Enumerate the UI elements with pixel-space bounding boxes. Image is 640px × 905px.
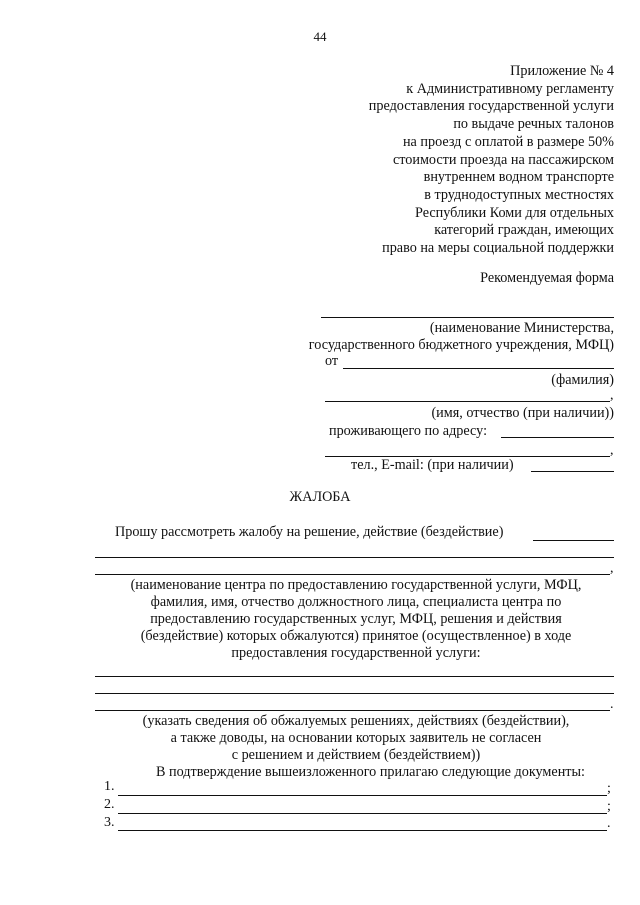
details-field[interactable] xyxy=(95,693,614,694)
ministry-hint-cont: государственного бюджетного учреждения, МФЦ) xyxy=(308,337,614,353)
subject-hint: фамилия, имя, отчество должностного лица, специалиста центра по xyxy=(150,594,562,610)
details-hint: (указать сведения об обжалуемых решениях, действиях (бездействии), xyxy=(142,713,570,729)
request-field-cont[interactable] xyxy=(95,574,610,575)
details-field[interactable] xyxy=(95,710,610,711)
document-title: ЖАЛОБА xyxy=(289,489,351,505)
from-label: от xyxy=(325,353,339,369)
address-field[interactable] xyxy=(501,437,614,438)
details-hint: с решением и действием (бездействием)) xyxy=(231,747,481,763)
appendix-line: по выдаче речных талонов xyxy=(453,116,614,133)
name-hint: (имя, отчество (при наличии)) xyxy=(431,405,614,421)
attachments-intro: В подтверждение вышеизложенного прилагаю следующие документы: xyxy=(156,764,585,780)
attachment-number: 3. xyxy=(104,815,115,830)
attachment-field[interactable] xyxy=(118,795,607,796)
appendix-line: к Административному регламенту xyxy=(406,80,614,97)
attachment-end: ; xyxy=(607,781,611,796)
appendix-line: категорий граждан, имеющих xyxy=(434,222,614,239)
appendix-line: Приложение № 4 xyxy=(510,63,614,79)
ministry-name-field[interactable] xyxy=(321,317,614,318)
surname-hint: (фамилия) xyxy=(551,372,614,388)
subject-hint: предоставлению государственных услуг, МФЦ, решения и действия xyxy=(150,611,562,627)
appendix-line: право на меры социальной поддержки xyxy=(382,240,614,257)
attachment-number: 2. xyxy=(104,797,115,812)
page-number: 44 xyxy=(313,29,327,44)
subject-hint: предоставления государственной услуги: xyxy=(231,645,481,661)
attachment-field[interactable] xyxy=(118,830,607,831)
appendix-line: на проезд с оплатой в размере 50% xyxy=(402,133,614,150)
appendix-heading xyxy=(369,63,614,258)
period: . xyxy=(610,697,614,712)
details-hint: а также доводы, на основании которых заявитель не согласен xyxy=(170,730,542,746)
comma: , xyxy=(610,561,614,576)
attachment-number: 1. xyxy=(104,779,115,794)
details-field[interactable] xyxy=(95,676,614,677)
ministry-hint: (наименование Министерства, xyxy=(429,320,614,336)
request-line: Прошу рассмотреть жалобу на решение, действие (бездействие) xyxy=(115,524,504,540)
phone-label: тел., E-mail: (при наличии) xyxy=(351,457,514,473)
address-label: проживающего по адресу: xyxy=(329,423,488,439)
phone-field[interactable] xyxy=(531,471,614,472)
appendix-line: стоимости проезда на пассажирском xyxy=(392,151,614,168)
appendix-line: в труднодоступных местностях xyxy=(424,186,614,203)
attachment-end: . xyxy=(607,816,611,831)
surname-field[interactable] xyxy=(343,368,614,369)
recommended-form-label: Рекомендуемая форма xyxy=(480,270,614,286)
appendix-line: предоставления государственной услуги xyxy=(368,98,614,115)
name-field[interactable] xyxy=(325,401,610,402)
request-field[interactable] xyxy=(533,540,614,541)
comma: , xyxy=(610,443,614,458)
attachment-field[interactable] xyxy=(118,813,607,814)
appendix-line: Республики Коми для отдельных xyxy=(415,204,614,221)
subject-hint: (бездействие) которых обжалуются) принятое (осуществленное) в ходе xyxy=(140,628,572,644)
comma: , xyxy=(610,388,614,403)
appendix-line: внутреннем водном транспорте xyxy=(423,169,614,186)
subject-hint: (наименование центра по предоставлению государственной услуги, МФЦ, xyxy=(130,577,582,593)
attachment-end: ; xyxy=(607,799,611,814)
request-field-cont[interactable] xyxy=(95,557,614,558)
